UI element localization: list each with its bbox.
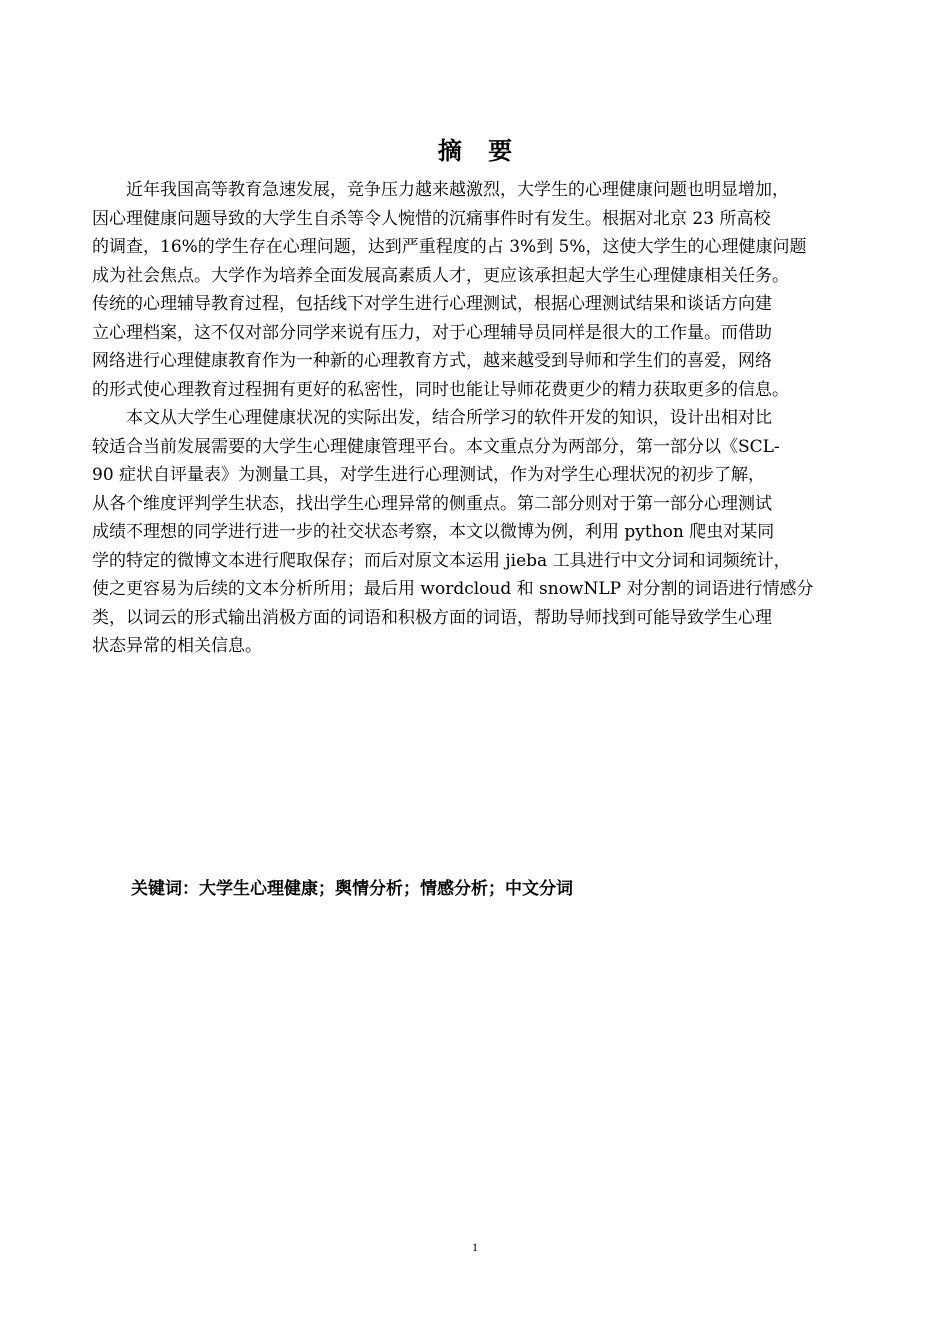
paragraph-line: 网络进行心理健康教育作为一种新的心理教育方式，越来越受到导师和学生们的喜爱，网络 [92, 351, 772, 371]
paragraph-line: 的调查，16%的学生存在心理问题，达到严重程度的占 3%到 5%，这使大学生的心理健康问题 [92, 237, 807, 257]
paragraph-line: 从各个维度评判学生状态，找出学生心理异常的侧重点。第二部分则对于第一部分心理测试 [92, 493, 772, 514]
abstract-title: 摘 要 [437, 137, 522, 165]
paragraph-line: 因心理健康问题导致的大学生自杀等令人惋惜的沉痛事件时有发生。根据对北京 23 所高校 [92, 208, 771, 229]
paragraph-line: 学的特定的微博文本进行爬取保存；而后对原文本运用 jieba 工具进行中文分词和词频统计， [92, 550, 791, 571]
paragraph-line: 的形式使心理教育过程拥有更好的私密性，同时也能让导师花费更少的精力获取更多的信息。 [92, 379, 789, 400]
paragraph-line: 本文从大学生心理健康状况的实际出发，结合所学习的软件开发的知识，设计出相对比 [92, 408, 772, 428]
abstract-body [92, 176, 872, 661]
page-number: 1 [472, 1240, 478, 1254]
paragraph-line: 状态异常的相关信息。 [92, 636, 262, 656]
paragraph-line: 近年我国高等教育急速发展，竞争压力越来越激烈，大学生的心理健康问题也明显增加， [92, 180, 789, 200]
abstract-paragraph-2 [92, 404, 872, 661]
paragraph-line: 立心理档案，这不仅对部分同学来说有压力，对于心理辅导员同样是很大的工作量。而借助 [92, 322, 772, 343]
paragraph-line: 成为社会焦点。大学作为培养全面发展高素质人才，更应该承担起大学生心理健康相关任务。 [92, 265, 789, 286]
paragraph-line: 较适合当前发展需要的大学生心理健康管理平台。本文重点分为两部分，第一部分以《SCL- [92, 436, 780, 457]
paragraph-line: 类，以词云的形式输出消极方面的词语和积极方面的词语，帮助导师找到可能导致学生心理 [92, 607, 772, 628]
paragraph-line: 成绩不理想的同学进行进一步的社交状态考察，本文以微博为例，利用 python 爬虫对某同 [92, 522, 775, 542]
paragraph-line: 90 症状自评量表》为测量工具，对学生进行心理测试，作为对学生心理状况的初步了解， [92, 465, 766, 485]
paragraph-line: 使之更容易为后续的文本分析所用；最后用 wordcloud 和 snowNLP 对分割的词语进行情感分 [92, 579, 814, 599]
paragraph-line: 传统的心理辅导教育过程，包括线下对学生进行心理测试，根据心理测试结果和谈话方向建 [92, 294, 772, 314]
keywords-line: 关键词：大学生心理健康；舆情分析；情感分析；中文分词 [131, 879, 573, 899]
abstract-paragraph-1 [92, 176, 872, 404]
